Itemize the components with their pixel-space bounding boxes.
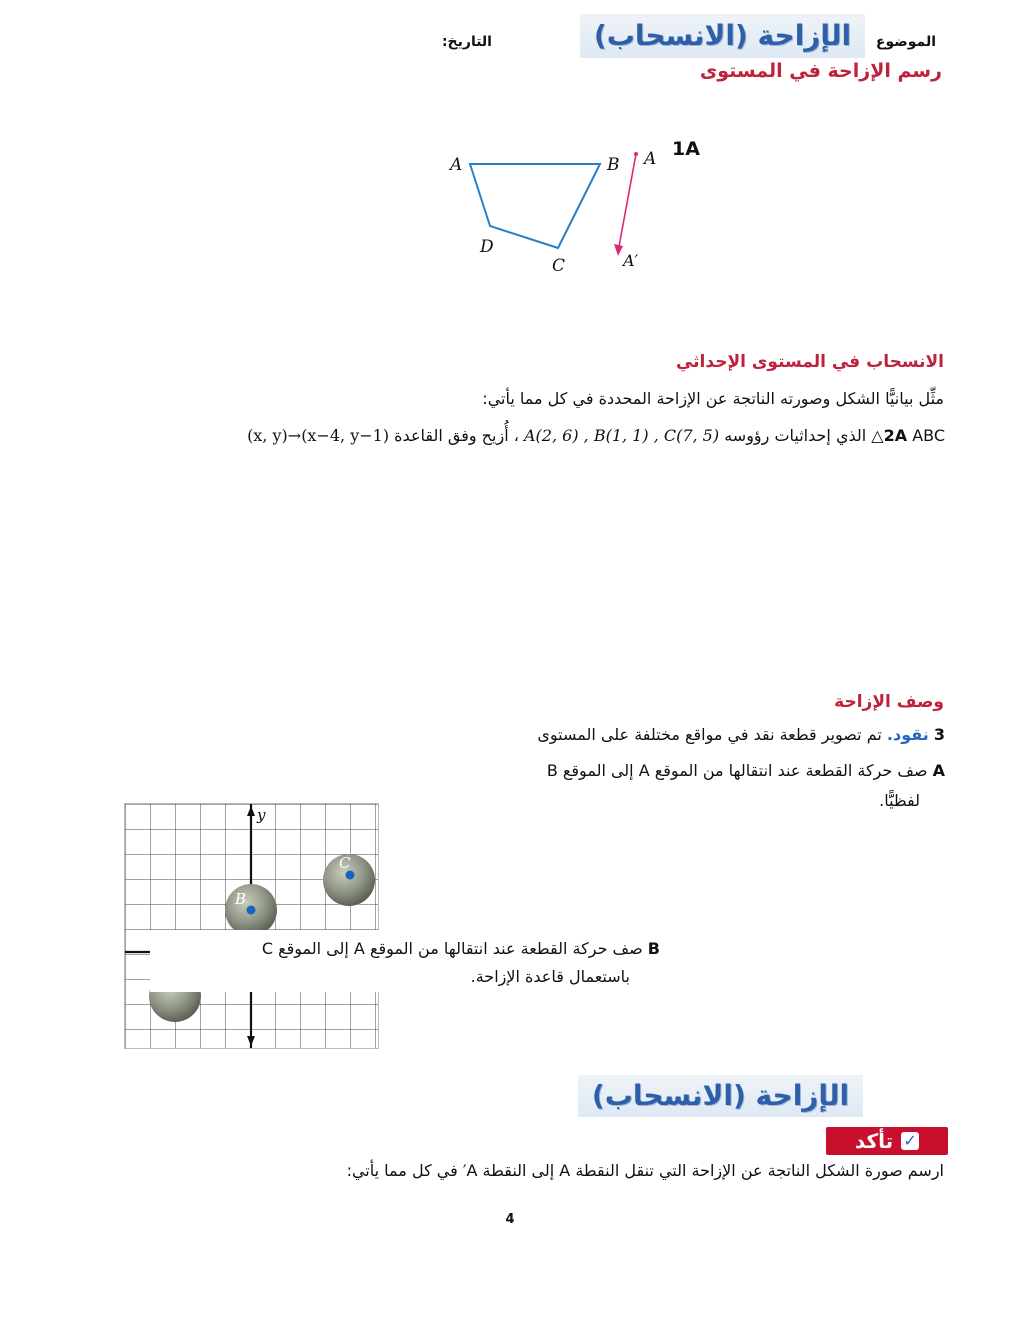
arrow-head — [614, 244, 623, 256]
subject-label: الموضوع — [875, 34, 936, 50]
trapezoid-figure — [440, 140, 660, 280]
exercise-2a-coords: A(2, 6) , B(1, 1) , C(7, 5) — [523, 426, 720, 445]
section2-instruction: مثِّل بيانيًّا الشكل وصورته الناتجة عن الإزاحة المحددة في كل مما يأتي: — [482, 389, 944, 408]
checkmark-icon: ✓ — [901, 1132, 919, 1150]
exercise-3b-text-2: باستعمال قاعدة الإزاحة. — [470, 967, 630, 986]
vertex-c-label: C — [552, 256, 566, 276]
check-badge — [826, 1127, 948, 1155]
coin-b-point — [247, 906, 256, 915]
exercise-3-intro — [440, 724, 945, 746]
check-instruction: ارسم صورة الشكل الناتجة عن الإزاحة التي تنقل النقطة A إلى النقطة A′ في كل مما يأتي: — [346, 1161, 944, 1180]
exercise-3b-letter: B — [647, 939, 660, 958]
exercise-2a — [230, 425, 945, 447]
check-badge-label: تأكد — [854, 1129, 894, 1153]
vertex-a-label: A — [450, 155, 463, 175]
exercise-3a-word: لفظيًّا. — [879, 791, 920, 810]
section-title-coordinate-translation: الانسحاب في المستوى الإحداثي — [675, 352, 944, 372]
bottom-banner-title: الإزاحة (الانسحاب) — [578, 1075, 863, 1117]
translation-vector-arrow — [618, 154, 636, 252]
trapezoid-shape — [470, 164, 600, 248]
exercise-2a-text-2: ، أُزيح وفق القاعدة — [394, 426, 519, 445]
point-a-prime-label: A′ — [623, 251, 639, 270]
exercise-3a — [480, 760, 945, 782]
section-title-describe-translation: وصف الإزاحة — [834, 692, 944, 712]
exercise-3-number: 3 — [933, 725, 945, 744]
exercise-3a-text: صف حركة القطعة عند انتقالها من الموقع A إلى الموقع B — [546, 761, 928, 780]
exercise-2a-rule: (x, y)→(x−4, y−1) — [247, 426, 390, 445]
exercise-3-topic: نقود. — [886, 725, 929, 744]
exercise-3b — [150, 938, 660, 960]
exercise-3-intro-text: تم تصوير قطعة نقد في مواقع مختلفة على المستوى — [537, 725, 882, 744]
y-axis-label: y — [257, 806, 266, 824]
exercise-2a-text-1: ABC△ الذي إحداثيات رؤوسه — [724, 426, 945, 445]
exercise-3b-text: صف حركة القطعة عند انتقالها من الموقع A إلى الموقع C — [261, 939, 643, 958]
coin-b-label: B — [235, 890, 247, 908]
coin-grid-graphic — [125, 804, 378, 1048]
date-label: التاريخ: — [441, 34, 492, 50]
point-a-dot — [634, 152, 638, 156]
example-number: 1A — [672, 138, 700, 160]
coin-c-label: C — [339, 854, 351, 872]
page-subtitle: رسم الإزاحة في المستوى — [699, 60, 942, 82]
coin-grid — [124, 803, 379, 1049]
vertex-d-label: D — [480, 237, 494, 257]
vertex-b-label: B — [607, 155, 620, 175]
exercise-2a-number: 2A — [883, 426, 908, 445]
exercise-3a-letter: A — [932, 761, 945, 780]
page-banner-title: الإزاحة (الانسحاب) — [580, 14, 865, 58]
point-a-label: A — [644, 149, 657, 169]
page-number: 4 — [505, 1212, 515, 1227]
